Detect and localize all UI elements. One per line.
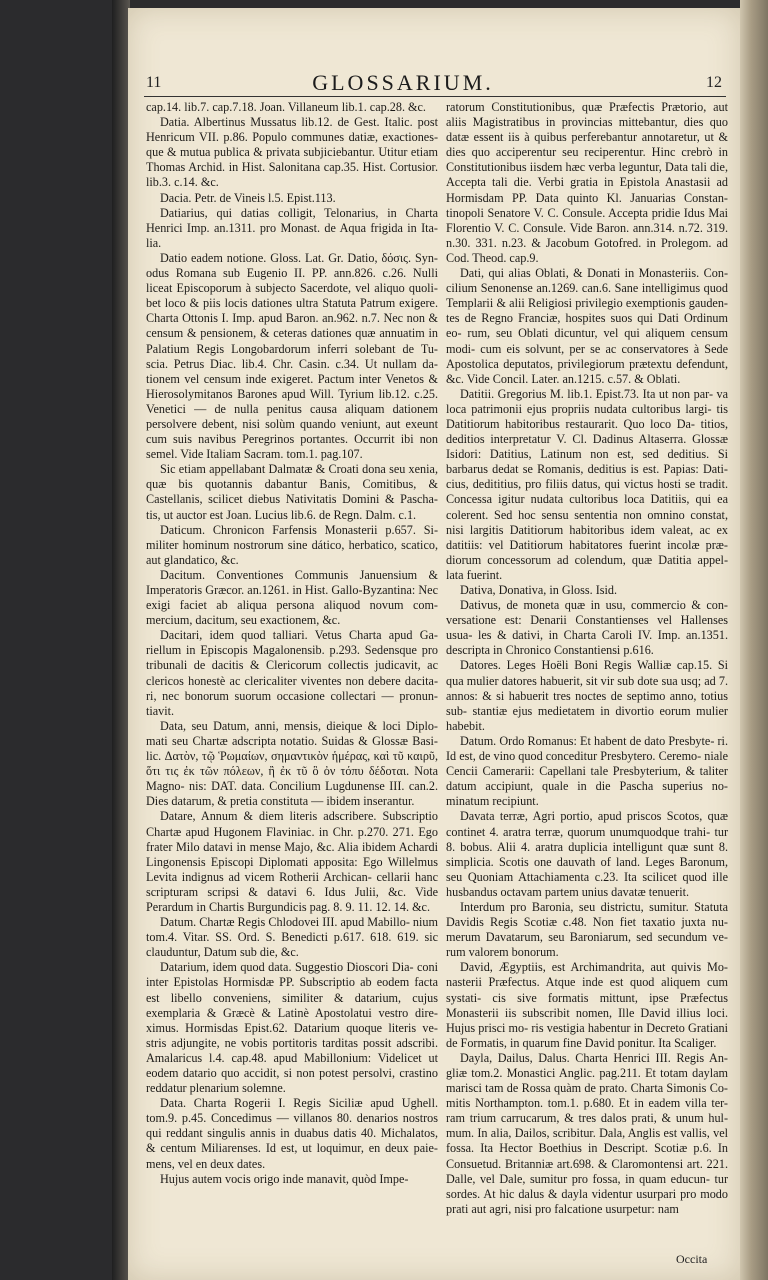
- paragraph: Dativa, Donativa, in Gloss. Isid.: [460, 583, 618, 597]
- page-edge: [740, 0, 768, 1280]
- paragraph: Dayla, Dailus, Dalus. Charta Henrici III. Regis An- gliæ tom.2. Monastici Anglic. pag.211. Et totam daylam marisci tam de Rossa quàm de prato. Charta Simonis Co- mitis Northampton. tom.1. p.680. Et in eadem villa ter- ram trium carrucarum, & tres dalos prati, & unum hul- mum. In alia, Dailos, scribitur. Dala, Anglis est vallis, vel fossa. Ita Hector Boethius in Descript. Scotiæ p.6. In Consuetud. Britanniæ art.698. & Claromontensi art. 221. Dalle, vel Dale, sumitur pro fossa, in quam educun- tur sordes. At hic dalus & dayla videntur usurpari pro modo prati aut agri, nisi pro falcatione usurpetur: nam: [446, 1050, 728, 1216]
- paragraph: Dati, qui alias Oblati, & Donati in Monasteriis. Con- cilium Senonense an.1269. can.6. Sane intelligimus quod Templarii & alii Religiosi privilegio exemptionis gauden- tes de Regno Franciæ, hospites suos qui Dati Ordinum eo- rum, seu Oblati dicuntur, vel qui aliquem censum modi- cum eis solvunt, per se ac conservatores à Sede Apostolica deputatos, privilegiorum prætextu defendunt, &c. Vide Concil. Later. an.1215. c.57. & Oblati.: [446, 266, 728, 386]
- paragraph: Dacitum. Conventiones Communis Januensium & Imperatoris Græcor. an.1261. in Hist. Gallo-Byzantina: Nec exigi faciet ab aliqua persona aliquod novum com- mercium, dacitum, seu exactionem, &c.: [146, 567, 438, 628]
- header-rule: [144, 96, 726, 97]
- paragraph: Datio eadem notione. Gloss. Lat. Gr. Datio, δόσις. Syn- odus Romana sub Eugenio II. PP. ann.826. c.26. Nulli liceat Episcoporum à subjecto Sacerdote, vel aliquo quoli- bet loco & piis locis dationes ultra Statuta Patrum exigere. Charta Ottonis I. Imp. apud Baron. an.962. n.7. Nec non & censum & pensionem, & ceteras dationes quæ annuatim in Palatium Regis Longobardorum inferri solebant de Tu- scia. Petrus Diac. lib.4. Chr. Casin. c.34. Ut nullam da- tionem vel censum inde exigeret. Pactum inter Venetos & Hierosolymitanos Barones apud Will. Tyrium lib.12. c.25. Venetici — de nulla penitus causa aliquam dationem persolvere debent, nisi solùm quando veniunt, aut exeunt cum suis navibus Peregrinos portantes. Occurrit ibi non semel. Vide Italiam Sacram. tom.1. pag.107.: [146, 250, 438, 462]
- paragraph: Davata terræ, Agri portio, apud priscos Scotos, quæ continet 4. aratra terræ, quorum unumquodque trahi- tur 8. bobus. Alii 4. aratra duplicia intelligunt quæ sunt 8. simplicia. Scotis one dauvath of land. Leges Baronum, seu Quoniam Attachiamenta c.23. Ita scilicet quod ille husbandus octavam partem unius davatæ tenuerit.: [446, 809, 728, 899]
- page-title: GLOSSARIUM.: [312, 70, 494, 95]
- paragraph: cap.14. lib.7. cap.7.18. Joan. Villaneum lib.1. cap.28. &c.: [146, 100, 426, 114]
- paragraph: Datum. Chartæ Regis Chlodovei III. apud Mabillo- nium tom.4. Vitar. SS. Ord. S. Benedicti p.617. 618. 619. sic clauduntur, Datum sub die, &c.: [146, 915, 438, 960]
- paragraph: Daticum. Chronicon Farfensis Monasterii p.657. Si- militer hominum nostrorum sine dático, herbatico, scatico, aut glandatico, &c.: [146, 522, 438, 567]
- right-column: [446, 100, 728, 1250]
- paragraph: Hujus autem vocis origo inde manavit, quòd Impe-: [160, 1171, 409, 1186]
- paragraph: Datia. Albertinus Mussatus lib.12. de Gest. Italic. post Henricum VII. p.86. Populo communes datiæ, exactiones- que & mutua publica & privata subjiciebantur. Utitur etiam Thomas Archid. in Hist. Salonitana cap.35. Hist. Cortusior. lib.3. c.14. &c.: [146, 115, 438, 190]
- paragraph: Datum. Ordo Romanus: Et habent de dato Presbyte- ri. Id est, de vino quod conceditur Presbytero. Ceremo- niale Cencii Camerarii: Capellani tale Presbyterium, & taliter datum accipiunt, quale in die Pascha superius no- minatum recipiunt.: [446, 733, 728, 809]
- paragraph: Datores. Leges Hoëli Boni Regis Walliæ cap.15. Si qua mulier datores habuerit, sit vir sub dote sua usq; ad 7. annos: & si habuerit tres noctes de septimo anno, totius sub- stantiæ ejus medietatem in divortio eorum mulier habebit.: [446, 658, 728, 733]
- paragraph: Datare, Annum & diem literis adscribere. Subscriptio Chartæ apud Hugonem Flaviniac. in Chr. p.270. 271. Ego frater Milo datavi in mense Majo, &c. Alia ibidem Achardi Lingonensis Episcopi Diplomati apposita: Ego Willelmus Levita indignus ad vicem Rotherii Archican- cellarii hanc scripturam scripsi & datavi 6. Idus Julii, &c. Vide Perardum in Chartis Burgundicis pag. 8. 9. 11. 12. 14. &c.: [146, 809, 438, 914]
- left-page-number: 11: [146, 74, 162, 91]
- right-page-number: 12: [706, 74, 722, 91]
- paragraph: ratorum Constitutionibus, quæ Præfectis Prætorio, aut aliis Magistratibus in provincias mittebantur, dies quo datæ essent iis à quibus perferebantur annotaretur, ut & dies quo acciperentur seu reciperentur. Hinc crebrò in Constitutionibus iisdem hæc verba leguntur, Data tali die, Accepta tali die. Verbi gratia in Epistola Anastasii ad Hormisdam PP. Data quinto Kl. Januarias Constan- tinopoli Senatore V. C. Consule. Accepta pridie Idus Mai Florentio V. C. Consule. Vide Baron. ann.314. n.72. 319. n.30. 331. n.23. & Jacobum Gotofred. in Prolegom. ad Cod. Theod. cap.9.: [446, 100, 728, 265]
- paragraph: Datitii. Gregorius M. lib.1. Epist.73. Ita ut non par- va loca patrimonii ejus propriis nudata cultoribus largi- tis Datitiorum habitoribus restaurarit. Quo loco Da- titios, deditios interpretatur V. Cl. Dadinus Altaserra. Glossæ Isidori: Datitius, Latinum non est, sed deditius. Si barbarus dedat se Romanis, deditius is est. Papias: Dati- cius, dedititius, pro filiis datus, qui victus hosti se tradit. Concessa igitur nudata cultoribus loca Datitiis, qui ea colerent. Sed hoc sensu sententia non omnino constat, nisi largitis Datitiorum habitoribus idem valeat, ac ex datitiis: vel Datitiorum habitatores fuerint incolæ præ- diorum concessorum ad colendum, quæ Datitia appel- lata fuerint.: [446, 386, 728, 582]
- paragraph: Datiarius, qui datias colligit, Telonarius, in Charta Henrici Imp. an.1311. pro Monast. de Aqua frigida in Ita- lia.: [146, 205, 438, 250]
- paragraph: Dativus, de moneta quæ in usu, commercio & con- versatione est: Denarii Constantienses vel Hallenses usua- les & dativi, in Charta Caroli IV. Imp. an.1351. descripta in Chronico Constantiensi p.616.: [446, 598, 728, 658]
- paragraph: Dacitari, idem quod talliari. Vetus Charta apud Ga- riellum in Episcopis Magalonensib. p.293. Sedensque pro tribunali de dacitis & Clericorum collectis judicavit, ac clericos honestè ac clericaliter viventes non debere dacita- ri, nec bonorum suorum occasione collectari — pronun- tiavit.: [146, 628, 438, 718]
- paragraph: David, Ægyptiis, est Archimandrita, aut quivis Mo- nasterii Præfectus. Atque inde est quod aliquem cum systati- cis sive formatis mittunt, ipse Præfectus Monasterii iis subscribit nomen, Ille David illius loci. Hujus prisci mo- ris vestigia habentur in Decreto Gratiani de Formatis, in quarum fine David ponitur. Ita Scaliger.: [446, 960, 728, 1050]
- paragraph: Interdum pro Baronia, seu districtu, sumitur. Statuta Davidis Regis Scotiæ c.48. Non fiet taxatio juxta nu- merum Davatarum, seu Baroniarum, sed secundum ve- rum valorem bonorum.: [446, 899, 728, 960]
- paragraph: Datarium, idem quod data. Suggestio Dioscori Dia- coni inter Epistolas Hormisdæ PP. Subscriptio ab eodem facta est libello conveniens, similiter & datarium, cujus exemplaria & Græcè & Latinè Apostolatui vestro dire- ximus. Hormisdas Epist.62. Datarium quoque literis ve- stris adjungite, ne vobis portitoris tarditas possit adscribi. Amalaricus l.4. cap.48. apud Mabillonium: Videlicet ut eodem datario quo accidit, si non potest persolvi, crastino reddatur plenarium solemne.: [146, 960, 438, 1096]
- catchword: Occita: [676, 1252, 708, 1266]
- paragraph: Data, seu Datum, anni, mensis, dieique & loci Diplo- mati seu Chartæ adscripta notatio. Suidas & Glossæ Basi- lic. Δατὸν, τῷ Ῥωμαίων, σημαντικὸν ἡμέρας, καὶ τῦ καιρῦ, ὅτι τις ἐκ τῶν πόλεων, ἢ ἐκ τῦ ὃ ὀν τόπυ δέδοται. Nota Magno- nis: DAT. data. Concilium Lugdunense III. can.2. Dies datarum, & pretia constituta — ibidem inserantur.: [146, 718, 438, 809]
- left-column: [146, 100, 438, 1250]
- paragraph: Sic etiam appellabant Dalmatæ & Croati dona seu xenia, quæ bis quotannis dabantur Banis, Comitibus, & Castellanis, scilicet diebus Nativitatis Domini & Pascha- tis, ut auctor est Joan. Lucius lib.6. de Regn. Dalm. c.1.: [146, 462, 438, 522]
- paragraph: Dacia. Petr. de Vineis l.5. Epist.113.: [160, 190, 336, 205]
- paragraph: Data. Charta Rogerii I. Regis Siciliæ apud Ughell. tom.9. p.45. Concedimus — villanos 80. denarios nostros qui reddant singulis annis in duabus datis 40. Michalatos, & centum Miliarenses. Id est, ut loquimur, en deux paie- mens, vel en deux dates.: [146, 1096, 438, 1171]
